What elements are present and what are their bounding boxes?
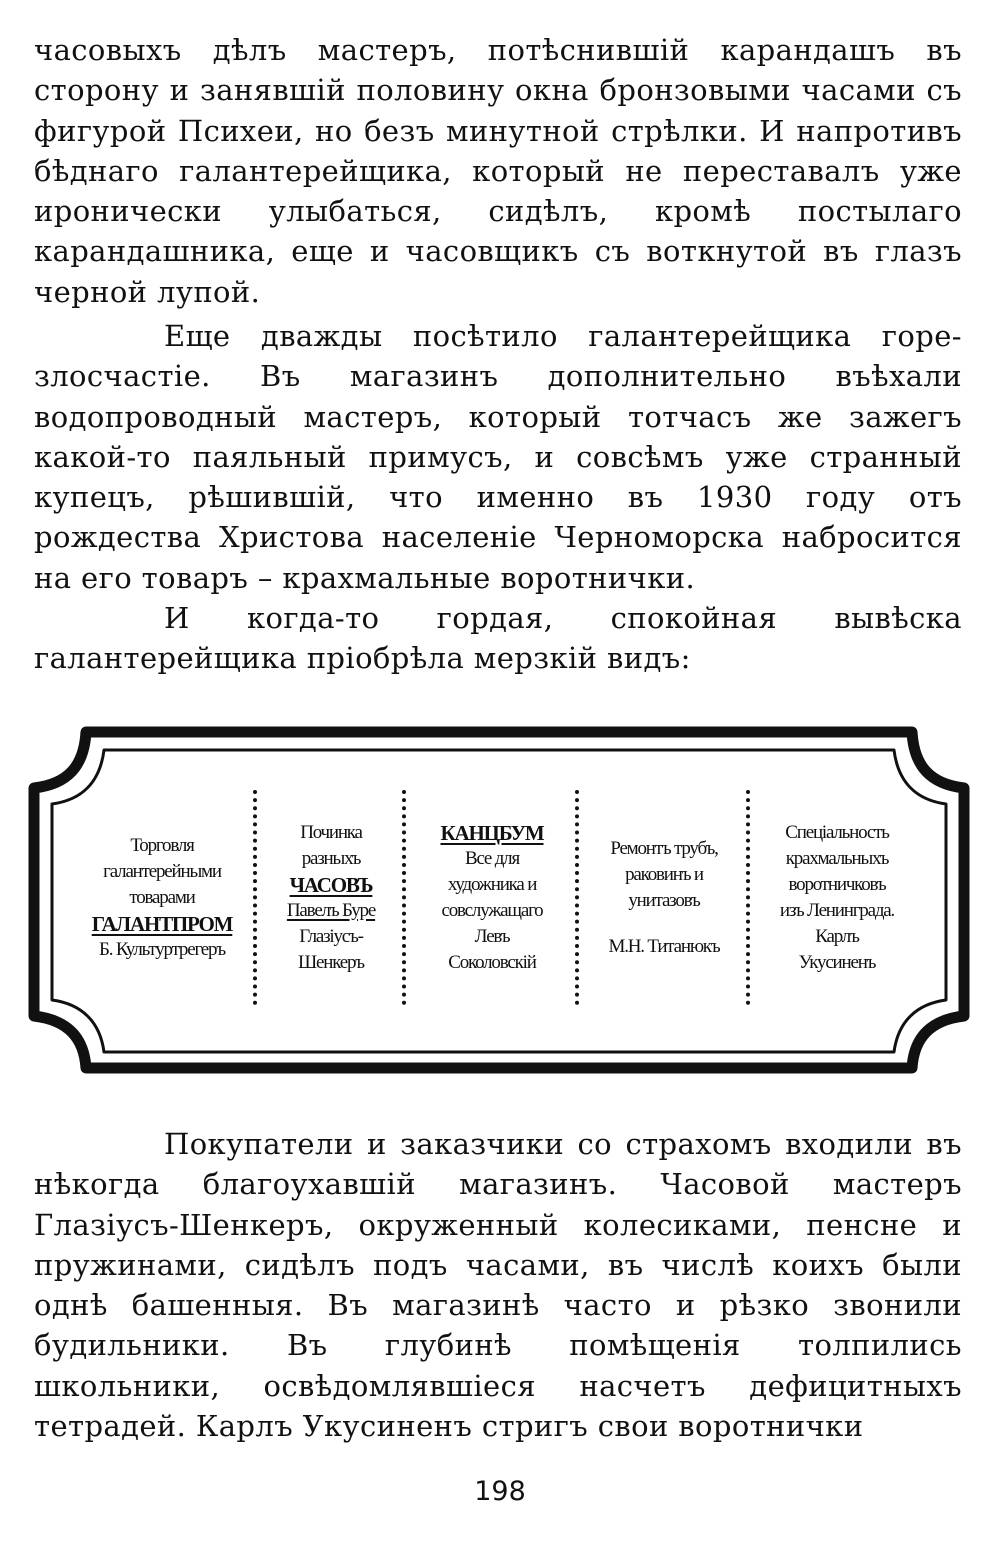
- panel-brand: ЧАСОВЪ: [289, 872, 373, 897]
- signboard-panel-plumbing: [582, 790, 746, 1005]
- panel-line: товарами: [129, 886, 195, 908]
- panel-line: унитазовъ: [628, 889, 700, 911]
- panel-line: Карлъ: [815, 925, 859, 947]
- signboard-panel-stationery: [408, 790, 576, 1005]
- panel-line: Соколовскій: [448, 951, 536, 973]
- panel-line: Левъ: [474, 925, 510, 947]
- panel-line: галантерейными: [103, 860, 221, 882]
- signboard-panel-collars: [752, 790, 922, 1005]
- paragraph-3: И когда-то гордая, спокойная вывѣска галантерейщика пріобрѣла мерзкій видъ:: [34, 601, 962, 676]
- paragraph-1: часовыхъ дѣлъ мастеръ, потѣснившій карандашъ въ сторону и занявшій половину окна бронзовыми часами съ фигурой Психеи, но безъ минутной стрѣлки. И напротивъ бѣднаго галантерейщика, который не переставалъ уже иронически улыбаться, сидѣлъ, кромѣ постылаго карандашника, еще и часовщикъ съ воткнутой въ глазъ черной лупой.: [34, 33, 962, 309]
- panel-brand: КАНЦБУМ: [440, 820, 544, 845]
- signboard-divider: [253, 790, 257, 1005]
- panel-line: Ремонтъ трубъ,: [610, 837, 718, 859]
- panel-line: изъ Ленинграда.: [779, 899, 895, 921]
- panel-brand: ГАЛАНТПРОМ: [91, 911, 233, 936]
- panel-line: Павелъ Буре: [286, 899, 376, 921]
- panel-line: разныхъ: [301, 847, 361, 869]
- signboard-divider: [575, 790, 579, 1005]
- signboard-divider: [746, 790, 750, 1005]
- panel-line: раковинъ и: [625, 863, 703, 885]
- panel-line: Торговля: [130, 834, 194, 856]
- signboard-panel-watches: [262, 790, 400, 1005]
- panel-line: Починка: [300, 821, 362, 843]
- panel-line: художника и: [447, 873, 537, 895]
- signboard-panel-haberdashery: [66, 790, 258, 1005]
- paragraph-2: Еще дважды посѣтило галантерейщика горе- злосчастіе. Въ магазинъ дополнительно въѣхали водопроводный мастеръ, который тотчасъ же зажегъ какой-то паяльный примусъ, и совсѣмъ уже странный купецъ, рѣшившій, что именно въ 1930 году отъ рождества Христова населеніе Черноморска набросится на его товаръ – крахмальные воротнички.: [34, 319, 962, 595]
- panel-line: воротничковъ: [788, 873, 886, 895]
- panel-line: Глазіусъ-: [299, 925, 363, 947]
- panel-line: крахмальныхъ: [785, 847, 889, 869]
- signboard-divider: [402, 790, 406, 1005]
- panel-owner: Б. Культуртрегеръ: [99, 938, 225, 960]
- panel-line: Шенкеръ: [298, 951, 364, 973]
- panel-line: Укусиненъ: [798, 951, 876, 973]
- panel-owner: М.Н. Титанюкъ: [608, 935, 720, 957]
- paragraph-4: Покупатели и заказчики со страхомъ входили въ нѣкогда благоухавшій магазинъ. Часовой мастеръ Глазіусъ-Шенкеръ, окруженный колесиками, пенсне и пружинами, сидѣлъ подъ часами, въ числѣ коихъ были однѣ башенныя. Въ магазинѣ часто и рѣзко звонили будильники. Въ глубинѣ помѣщенія толпились школьники, освѣдомлявшіеся насчетъ дефицитныхъ тетрадей. Карлъ Укусиненъ стригъ свои воротнички: [34, 1127, 962, 1444]
- page-number: 198: [474, 1476, 526, 1507]
- panel-line: совслужащаго: [441, 899, 543, 921]
- panel-line: Спеціальность: [785, 821, 889, 843]
- panel-line: Все для: [464, 847, 519, 869]
